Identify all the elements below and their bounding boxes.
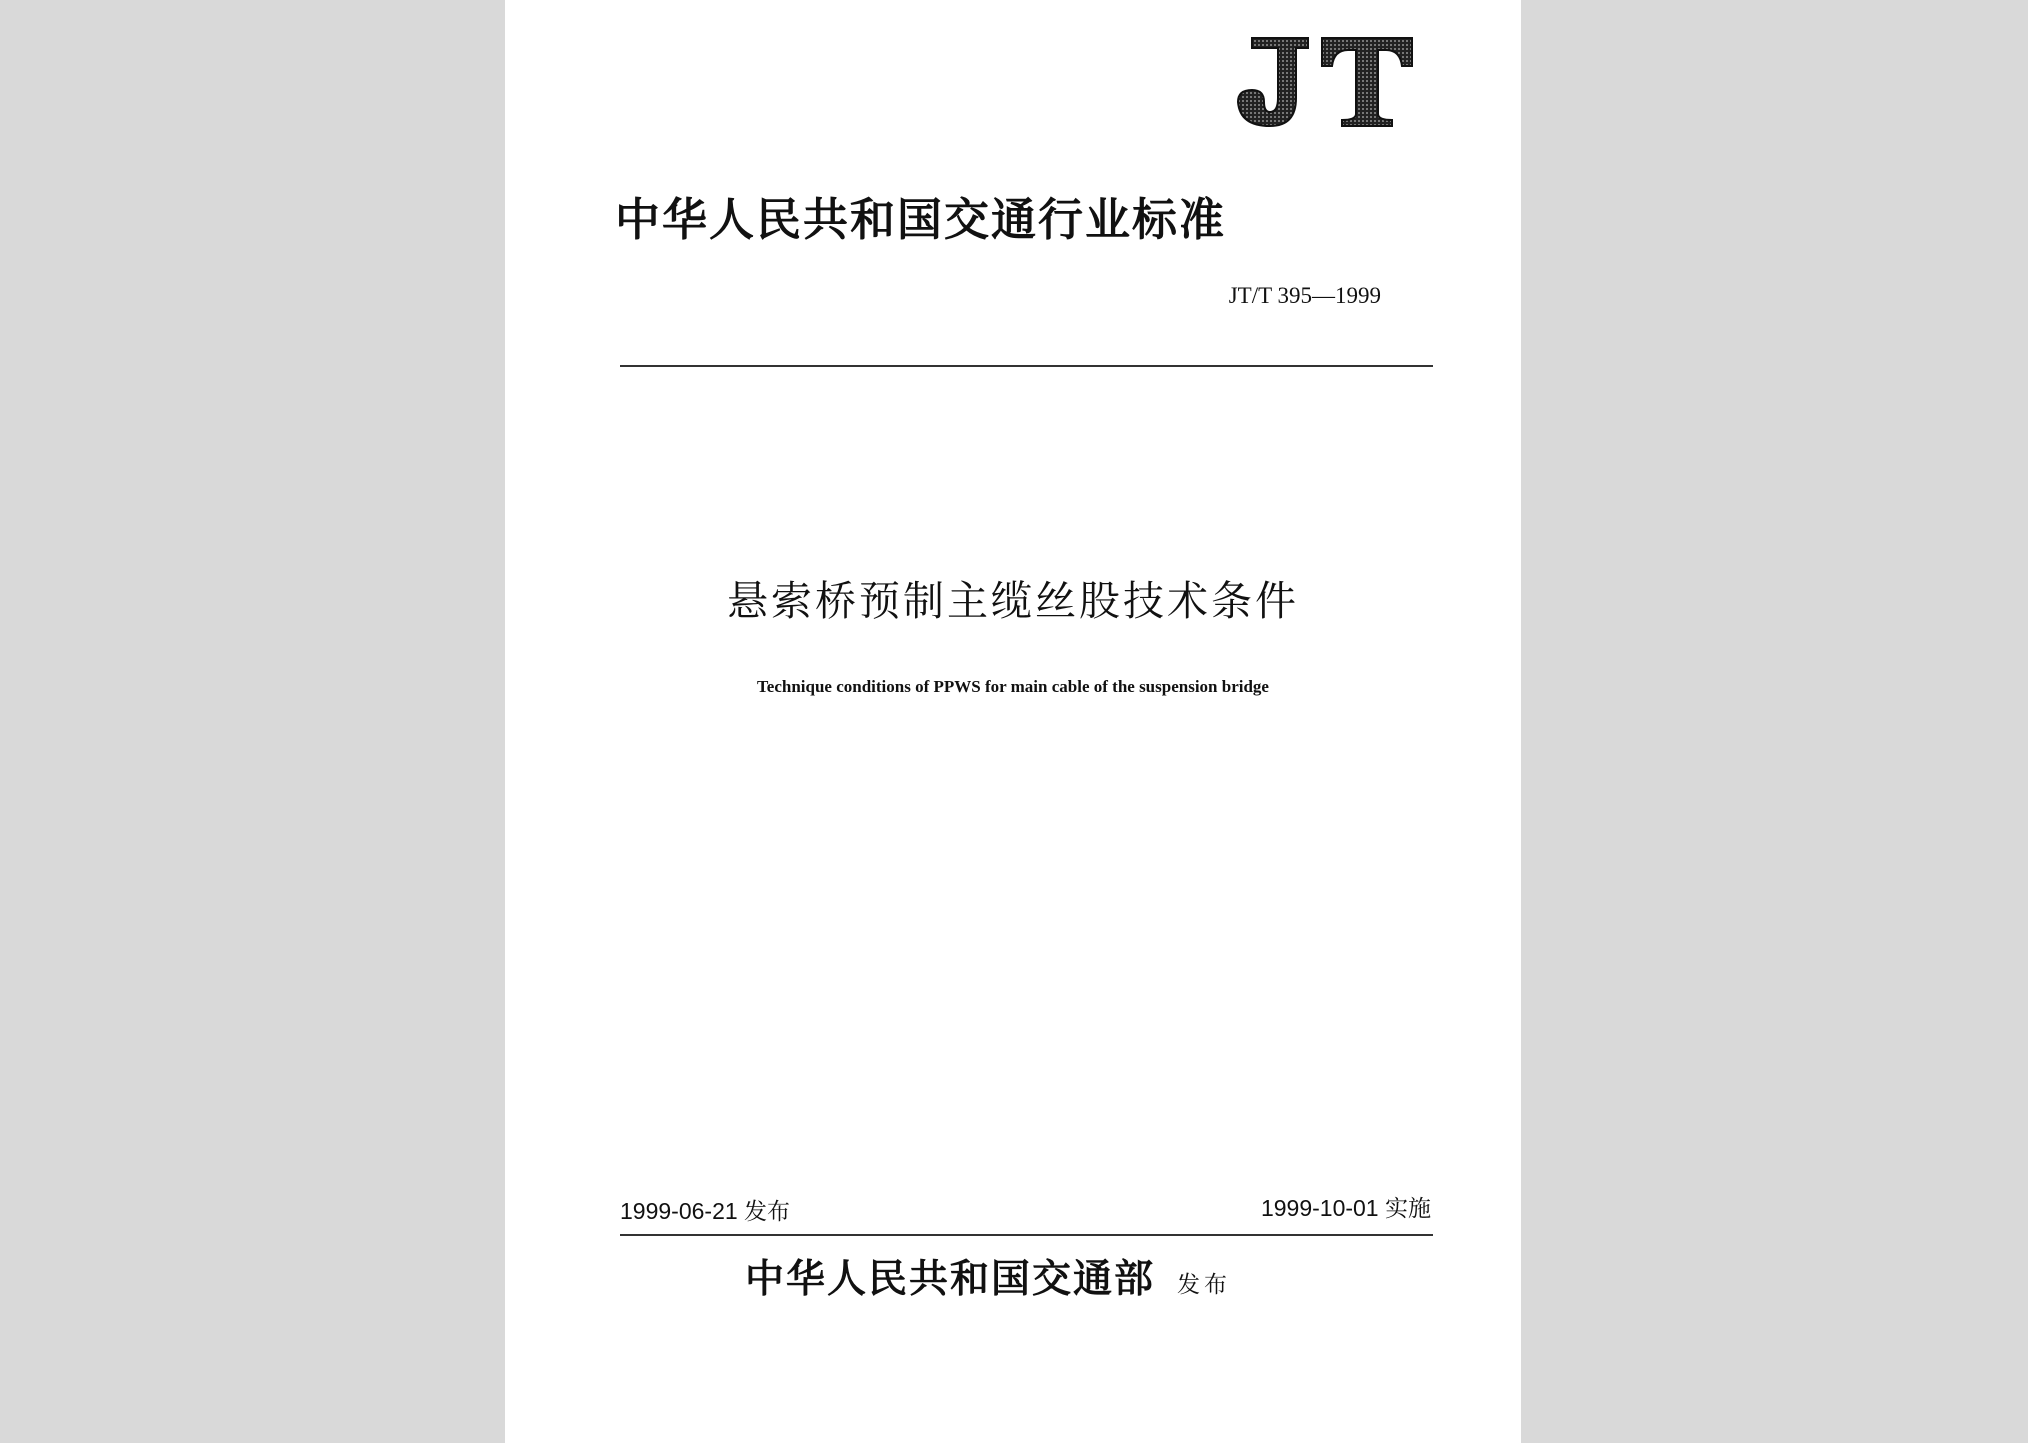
publisher-suffix: 发布 bbox=[1177, 1272, 1232, 1298]
effective-date: 1999-10-01 实施 bbox=[1260, 1195, 1431, 1221]
document-title-en: Technique conditions of PPWS for main cable of the suspension bridge bbox=[757, 677, 1269, 696]
jt-logo bbox=[1230, 32, 1420, 132]
document-page bbox=[505, 0, 1521, 1443]
publisher-name: 中华人民共和国交通部 bbox=[745, 1256, 1156, 1302]
standard-code: JT/T 395—1999 bbox=[1228, 283, 1381, 308]
issue-date: 1999-06-21 发布 bbox=[620, 1198, 791, 1224]
document-title-cn: 悬索桥预制主缆丝股技术条件 bbox=[727, 577, 1299, 625]
publisher bbox=[745, 1248, 1231, 1304]
standard-title: 中华人民共和国交通行业标准 bbox=[615, 193, 1227, 246]
header-divider bbox=[620, 365, 1433, 367]
footer-divider bbox=[620, 1234, 1433, 1236]
